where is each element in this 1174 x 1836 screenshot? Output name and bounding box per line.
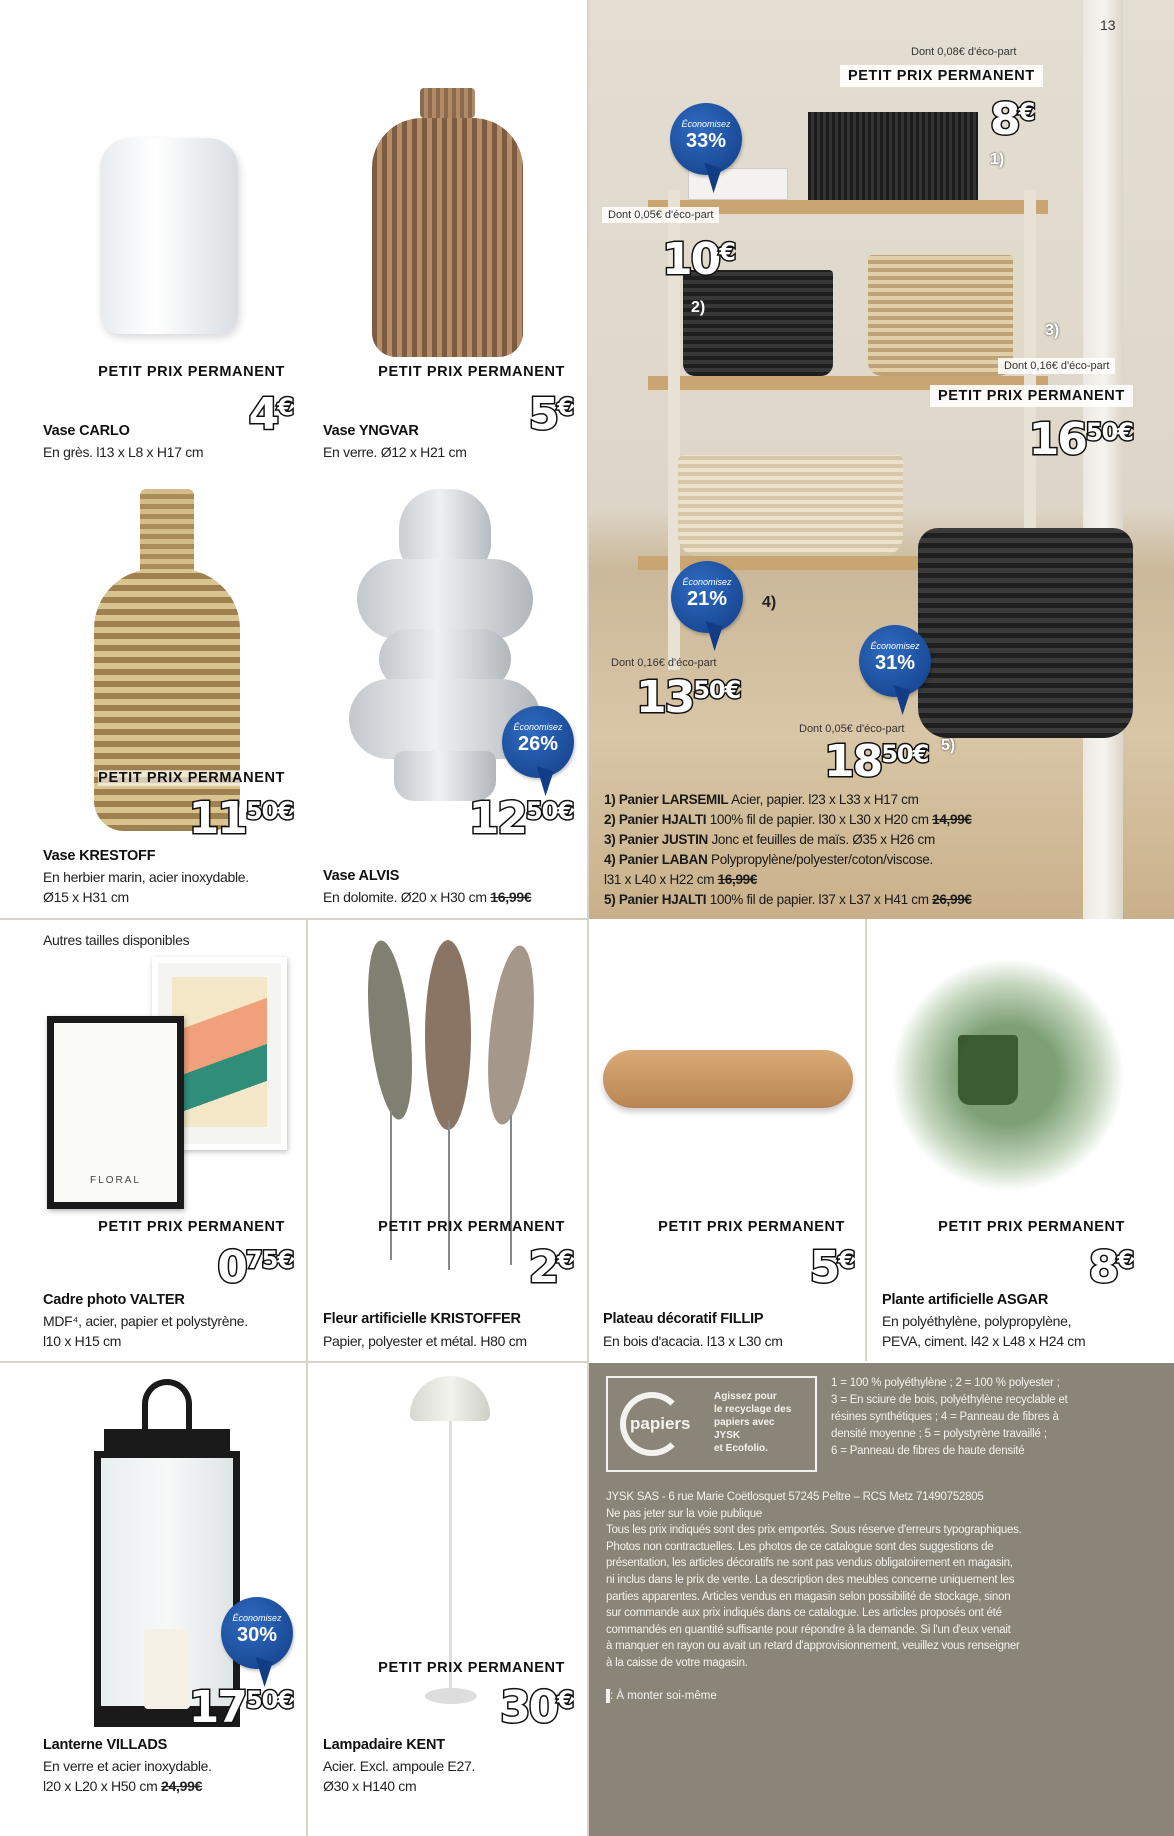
divider: [0, 1361, 588, 1363]
product-desc-kent-1: Acier. Excl. ampoule E27.: [323, 1758, 476, 1774]
price-basket-5: 1850€: [824, 736, 929, 787]
marker-4: 4): [762, 594, 777, 611]
lantern-image: [94, 1379, 240, 1727]
product-name-asgar: Plante artificielle ASGAR: [882, 1292, 1049, 1308]
marker-5: 5): [941, 737, 956, 754]
frame-front-image: [47, 1016, 184, 1209]
discount-badge-basket-5: Économisez 31%: [859, 625, 931, 697]
ppp-label-kent: PETIT PRIX PERMANENT: [378, 1660, 565, 1676]
price-basket-3: 1650€: [1028, 414, 1133, 465]
product-name-valter: Cadre photo VALTER: [43, 1292, 185, 1308]
old-price-villads: 24,99€: [161, 1778, 203, 1794]
logo-text: Agissez pour le recyclage des papiers avec JYSK et Ecofolio.: [714, 1391, 792, 1454]
marker-1: 1): [990, 151, 1005, 168]
price-basket-4: 1350€: [636, 672, 741, 723]
product-name-alvis: Vase ALVIS: [323, 868, 400, 884]
product-name-krestoff: Vase KRESTOFF: [43, 848, 156, 864]
discount-badge-basket-4: Économisez 21%: [671, 561, 743, 633]
ppp-label-kristoffer: PETIT PRIX PERMANENT: [378, 1219, 565, 1235]
product-desc-kristoffer: Papier, polyester et métal. H80 cm: [323, 1333, 527, 1349]
materials-legend: 1 = 100 % polyéthylène ; 2 = 100 % polyester ; 3 = En sciure de bois, polyéthylène recyclable et résines synthétiques ; 4 = Panneau de fibres à densité moyenne ; 5 = polystyrène travaillé ; 6 = Panneau de fibres de haute densité: [831, 1377, 1068, 1457]
discount-badge-basket-2: Économisez 33%: [670, 103, 742, 175]
product-desc-kent-2: Ø30 x H140 cm: [323, 1778, 417, 1794]
divider: [306, 919, 308, 1836]
price-asgar: 8€: [1088, 1242, 1133, 1293]
ppp-label-basket-1: PETIT PRIX PERMANENT: [840, 65, 1043, 87]
footer-panel: [589, 1363, 1174, 1836]
price-kent: 30€: [500, 1682, 573, 1733]
price-basket-2: 10€: [662, 234, 735, 285]
page-number: 13: [1100, 17, 1116, 33]
recycling-logo-box: [606, 1376, 817, 1472]
basket-list-item: 4) Panier LABAN Polypropylène/polyester/coton/viscose.: [604, 852, 933, 867]
basket-list-item: 2) Panier HJALTI 100% fil de papier. l30 x L30 x H20 cm 14,99€: [604, 812, 972, 827]
eco-part-5: Dont 0,05€ d'éco-part: [799, 723, 905, 735]
eco-part-2: Dont 0,05€ d'éco-part: [602, 207, 719, 223]
basket-list-item: 1) Panier LARSEMIL Acier, papier. l23 x L33 x H17 cm: [604, 792, 919, 807]
logo-word: papiers: [630, 1414, 691, 1433]
basket-list-item: 3) Panier JUSTIN Jonc et feuilles de maïs. Ø35 x H26 cm: [604, 832, 935, 847]
product-desc-fillip: En bois d'acacia. l13 x L30 cm: [603, 1333, 783, 1349]
discount-badge-alvis: Économisez 26%: [502, 706, 574, 778]
vase-yngvar-image: [372, 88, 523, 357]
product-desc-villads-1: En verre et acier inoxydable.: [43, 1758, 212, 1774]
eco-part-1: Dont 0,08€ d'éco-part: [911, 46, 1017, 58]
product-desc-villads-2: l20 x L20 x H50 cm 24,99€: [43, 1778, 203, 1794]
price-krestoff: 1150€: [188, 793, 293, 844]
other-sizes-note: Autres tailles disponibles: [43, 932, 190, 948]
product-name-yngvar: Vase YNGVAR: [323, 423, 419, 439]
frame-text: FLORAL: [90, 1175, 141, 1186]
divider: [865, 919, 867, 1361]
product-desc-asgar-1: En polyéthylène, polypropylène,: [882, 1313, 1072, 1329]
product-desc-carlo: En grès. l13 x L8 x H17 cm: [43, 444, 204, 460]
legal-text: JYSK SAS - 6 rue Marie Coëtlosquet 57245 Peltre – RCS Metz 71490752805 Ne pas jeter sur la voie publique Tous les prix indiqués sont des prix emportés. Sous réserve d'erreurs typographiques. Photos non contractuelles. Les photos de ce catalogue sont des suggestions de présentation, les articles décoratifs ne sont pas vendus obligatoirement en magasin, ni inclus dans le prix de vente. La description des meubles concerne uniquement les parties apparentes. Articles vendus en magasin selon possibilité de stockage, sinon sur commande aux prix indiqués dans ce catalogue. Les articles proposés ont été commandés en quantité suffisante pour répondre à la demande. Si l'un d'eux venait à manquer en rayon ou avait un retard d'approvisionnement, veuillez vous renseigner à la caisse de votre magasin.: [606, 1491, 1022, 1669]
product-desc-yngvar: En verre. Ø12 x H21 cm: [323, 444, 467, 460]
product-name-carlo: Vase CARLO: [43, 423, 130, 439]
ppp-label-fillip: PETIT PRIX PERMANENT: [658, 1219, 845, 1235]
price-basket-1: 8€: [990, 94, 1035, 145]
product-desc-valter-2: l10 x H15 cm: [43, 1333, 122, 1349]
pampas-image: [350, 940, 550, 1300]
product-desc-asgar-2: PEVA, ciment. l42 x L48 x H24 cm: [882, 1333, 1086, 1349]
price-villads: 1750€: [188, 1682, 293, 1733]
price-yngvar: 5€: [528, 389, 573, 440]
ppp-label-basket-3: PETIT PRIX PERMANENT: [930, 385, 1133, 407]
ppp-label-carlo: PETIT PRIX PERMANENT: [98, 364, 285, 380]
ppp-label-asgar: PETIT PRIX PERMANENT: [938, 1219, 1125, 1235]
divider: [0, 918, 588, 920]
old-price-alvis: 16,99€: [490, 889, 532, 905]
product-desc-krestoff-2: Ø15 x H31 cm: [43, 889, 129, 905]
product-name-fillip: Plateau décoratif FILLIP: [603, 1311, 764, 1327]
price-carlo: 4€: [248, 389, 293, 440]
marker-3: 3): [1045, 322, 1060, 339]
product-name-kristoffer: Fleur artificielle KRISTOFFER: [323, 1311, 521, 1327]
product-desc-alvis: En dolomite. Ø20 x H30 cm 16,99€: [323, 889, 532, 905]
eco-part-4: Dont 0,16€ d'éco-part: [611, 657, 717, 669]
product-name-kent: Lampadaire KENT: [323, 1737, 445, 1753]
assembly-note: : À monter soi-même: [606, 1689, 717, 1703]
product-name-villads: Lanterne VILLADS: [43, 1737, 168, 1753]
eco-part-3: Dont 0,16€ d'éco-part: [998, 358, 1115, 374]
plant-image: [893, 935, 1123, 1210]
tray-image: [603, 1050, 853, 1108]
product-desc-krestoff-1: En herbier marin, acier inoxydable.: [43, 869, 249, 885]
price-fillip: 5€: [809, 1242, 854, 1293]
marker-2: 2): [691, 299, 706, 316]
basket-list-item: l31 x L40 x H22 cm 16,99€: [604, 872, 758, 887]
product-desc-valter-1: MDF⁴, acier, papier et polystyrène.: [43, 1313, 248, 1329]
ppp-label-valter: PETIT PRIX PERMANENT: [98, 1219, 285, 1235]
ppp-label-yngvar: PETIT PRIX PERMANENT: [378, 364, 565, 380]
price-kristoffer: 2€: [528, 1242, 573, 1293]
discount-badge-villads: Économisez 30%: [221, 1597, 293, 1669]
ppp-label-krestoff: PETIT PRIX PERMANENT: [98, 770, 285, 786]
basket-list-item: 5) Panier HJALTI 100% fil de papier. l37 x L37 x H41 cm 26,99€: [604, 892, 972, 907]
price-alvis: 1250€: [468, 793, 573, 844]
vase-carlo-image: [100, 138, 238, 334]
price-valter: 075€: [217, 1242, 293, 1293]
basket-list: [604, 790, 972, 910]
